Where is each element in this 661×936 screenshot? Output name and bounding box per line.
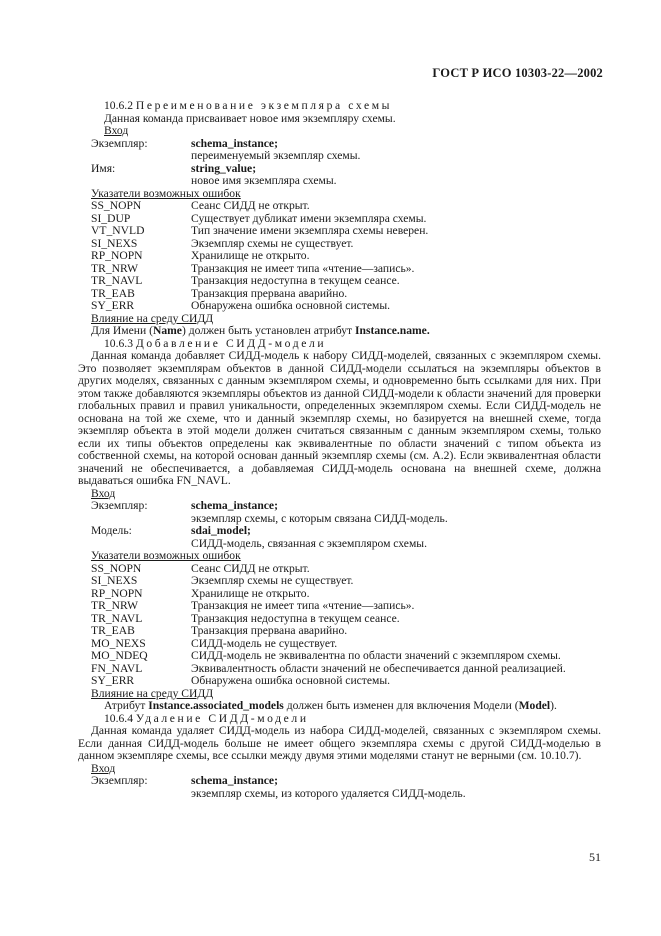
error-desc: Транзакция не имеет типа «чтение—запись». — [191, 599, 415, 612]
error-desc: Экземпляр схемы не существует. — [191, 236, 354, 250]
error-row — [91, 200, 601, 213]
page-content — [78, 99, 601, 800]
error-desc: Существует дубликат имени экземпляра схемы. — [191, 211, 427, 225]
param-row — [91, 525, 601, 538]
effect-text-part: ). — [550, 699, 557, 712]
param-row — [91, 163, 601, 176]
section-title: Добавление СИДД-модели — [135, 336, 327, 350]
effect-label: Влияние на среду СИДД — [91, 686, 214, 700]
param-desc: экземпляр схемы, с которым связана СИДД-модель. — [191, 511, 448, 525]
error-code: VT_NVLD — [91, 224, 145, 237]
error-row — [91, 300, 601, 313]
error-desc: Эквивалентность области значений не обеспечивается данной реализацией. — [191, 661, 566, 675]
effect-bold-term: Name — [152, 324, 182, 337]
param-desc: СИДД-модель, связанная с экземпляром схемы. — [191, 536, 427, 550]
error-desc: Обнаружена ошибка основной системы. — [191, 674, 391, 687]
page-header: ГОСТ Р ИСО 10303-22—2002 — [432, 66, 603, 80]
error-row — [91, 225, 601, 238]
section-number: 10.6.4 — [104, 711, 133, 725]
errors-label: Указатели возможных ошибок — [91, 549, 241, 562]
param-desc-row — [91, 150, 601, 163]
error-code: TR_NRW — [91, 599, 139, 612]
param-name: Модель: — [91, 524, 132, 537]
error-desc: Экземпляр схемы не существует. — [191, 574, 354, 587]
param-type: schema_instance; — [191, 774, 278, 787]
error-row — [91, 650, 601, 663]
effect-label: Влияние на среду СИДД — [91, 311, 214, 325]
section-title: Переименование экземпляра схемы — [135, 99, 393, 112]
error-row — [91, 275, 601, 288]
param-desc: экземпляр схемы, из которого удаляется СИДД-модель. — [191, 786, 466, 800]
section-heading-10-6-2 — [91, 100, 601, 113]
error-code: TR_EAB — [91, 286, 135, 300]
section-number: 10.6.3 — [104, 336, 133, 350]
section-number: 10.6.2 — [104, 99, 133, 112]
error-code: TR_NAVL — [91, 274, 143, 287]
error-row — [91, 600, 601, 613]
error-code: RP_NOPN — [91, 586, 143, 600]
error-desc: Сеанс СИДД не открыт. — [191, 561, 310, 575]
error-code: MO_NDEQ — [91, 649, 148, 662]
error-desc: Транзакция недоступна в текущем сеансе. — [191, 274, 400, 287]
error-desc: СИДД-модель не эквивалентна по области значений с экземпляром схемы. — [191, 649, 561, 662]
section-paragraph: Данная команда добавляет СИДД-модель к набору СИДД-моделей, связанных с экземпляром схемы. Это позволяет экземплярам объектов в данной СИДД-модели ссылаться на экземпляры объектов в других моделях, связанных с данным экземпляром схемы, и одновременно быть ссылками для них. При этом также добавляются экземпляры объектов из данной СИДД-модели к области значений для проверки глобальных правил и правил уникальности, определенных экземпляром схемы. Если СИДД-модель не основана на той же схеме, что и данный экземпляр схемы, но базируется на внешней схеме, тогда экземпляр объекта в этой модели должен считаться связанным с данным экземпляром схемы, только если их типы объектов определены как эквивалентные по области значений с типом объекта из собственной схемы, на которой основан данный экземпляр схемы (см. А.2). Если эквивалентная области значений не обеспечивается, а добавляемая СИДД-модель основана на внешней схеме, должна выдаваться ошибка FN_NAVL. — [78, 349, 601, 487]
param-type: schema_instance; — [191, 499, 278, 512]
effect-text-part: ) должен быть установлен атрибут — [181, 324, 355, 337]
effect-text-part: Атрибут — [104, 699, 149, 712]
error-code: SI_DUP — [91, 211, 131, 225]
error-desc: Обнаружена ошибка основной системы. — [191, 299, 391, 312]
error-row — [91, 675, 601, 688]
input-label: Вход — [91, 761, 116, 775]
error-code: SY_ERR — [91, 674, 135, 687]
error-code: RP_NOPN — [91, 249, 143, 262]
error-desc: СИДД-модель не существует. — [191, 636, 338, 650]
param-desc-row — [91, 175, 601, 188]
error-row — [91, 250, 601, 263]
error-code: MO_NEXS — [91, 636, 146, 650]
input-label: Вход — [91, 486, 116, 500]
param-row — [91, 500, 601, 513]
error-desc: Тип значение имени экземпляра схемы неверен. — [191, 224, 429, 237]
error-desc: Транзакция не имеет типа «чтение—запись». — [191, 261, 415, 275]
error-row — [91, 238, 601, 251]
error-code: SI_NEXS — [91, 236, 138, 250]
error-code: FN_NAVL — [91, 661, 143, 675]
param-name: Экземпляр: — [91, 499, 148, 512]
input-label: Вход — [104, 124, 129, 137]
errors-label: Указатели возможных ошибок — [91, 186, 241, 200]
param-row — [91, 775, 601, 788]
param-desc: переименуемый экземпляр схемы. — [191, 149, 361, 162]
effect-text-part: должен быть изменен для включения Модели ( — [283, 699, 519, 712]
section-paragraph: Данная команда удаляет СИДД-модель из набора СИДД-моделей, связанных с экземпляром схемы. Если данная СИДД-модель больше не имеет общего экземпляра схемы с другой СИДД-моделью в данном экземпляре схемы, все ссылки между двумя этими моделями станут не верными (см. 10.10.7). — [78, 724, 601, 762]
effect-bold-term: Instance.associated_models — [148, 699, 284, 712]
error-desc: Хранилище не открыто. — [191, 586, 310, 600]
section-description: Данная команда присваивает новое имя экземпляру схемы. — [104, 111, 396, 125]
error-code: SI_NEXS — [91, 574, 138, 587]
effect-bold-term: Instance.name. — [355, 324, 430, 337]
param-desc-row — [91, 513, 601, 526]
param-name: Экземпляр: — [91, 136, 148, 150]
error-desc: Транзакция недоступна в текущем сеансе. — [191, 611, 400, 625]
param-name: Экземпляр: — [91, 774, 148, 787]
param-desc-row — [91, 788, 601, 801]
param-type: sdai_model; — [191, 524, 251, 537]
effect-text-part: Для Имени ( — [91, 324, 153, 337]
param-type: schema_instance; — [191, 136, 278, 150]
page-number: 51 — [589, 850, 601, 864]
error-desc: Хранилище не открыто. — [191, 249, 310, 262]
error-row — [91, 575, 601, 588]
error-code: TR_NRW — [91, 261, 139, 275]
error-code: TR_NAVL — [91, 611, 143, 625]
param-type: string_value; — [191, 161, 257, 175]
section-title: Удаление СИДД-модели — [135, 711, 309, 725]
error-code: SY_ERR — [91, 299, 135, 312]
error-desc: Сеанс СИДД не открыт. — [191, 199, 310, 212]
param-desc: новое имя экземпляра схемы. — [191, 174, 337, 187]
error-code: TR_EAB — [91, 624, 135, 637]
effect-bold-term: Model — [518, 699, 551, 712]
param-name: Имя: — [91, 161, 116, 175]
error-code: SS_NOPN — [91, 199, 142, 212]
error-desc: Транзакция прервана аварийно. — [191, 286, 348, 300]
error-desc: Транзакция прервана аварийно. — [191, 624, 348, 637]
error-code: SS_NOPN — [91, 561, 142, 575]
error-row — [91, 625, 601, 638]
